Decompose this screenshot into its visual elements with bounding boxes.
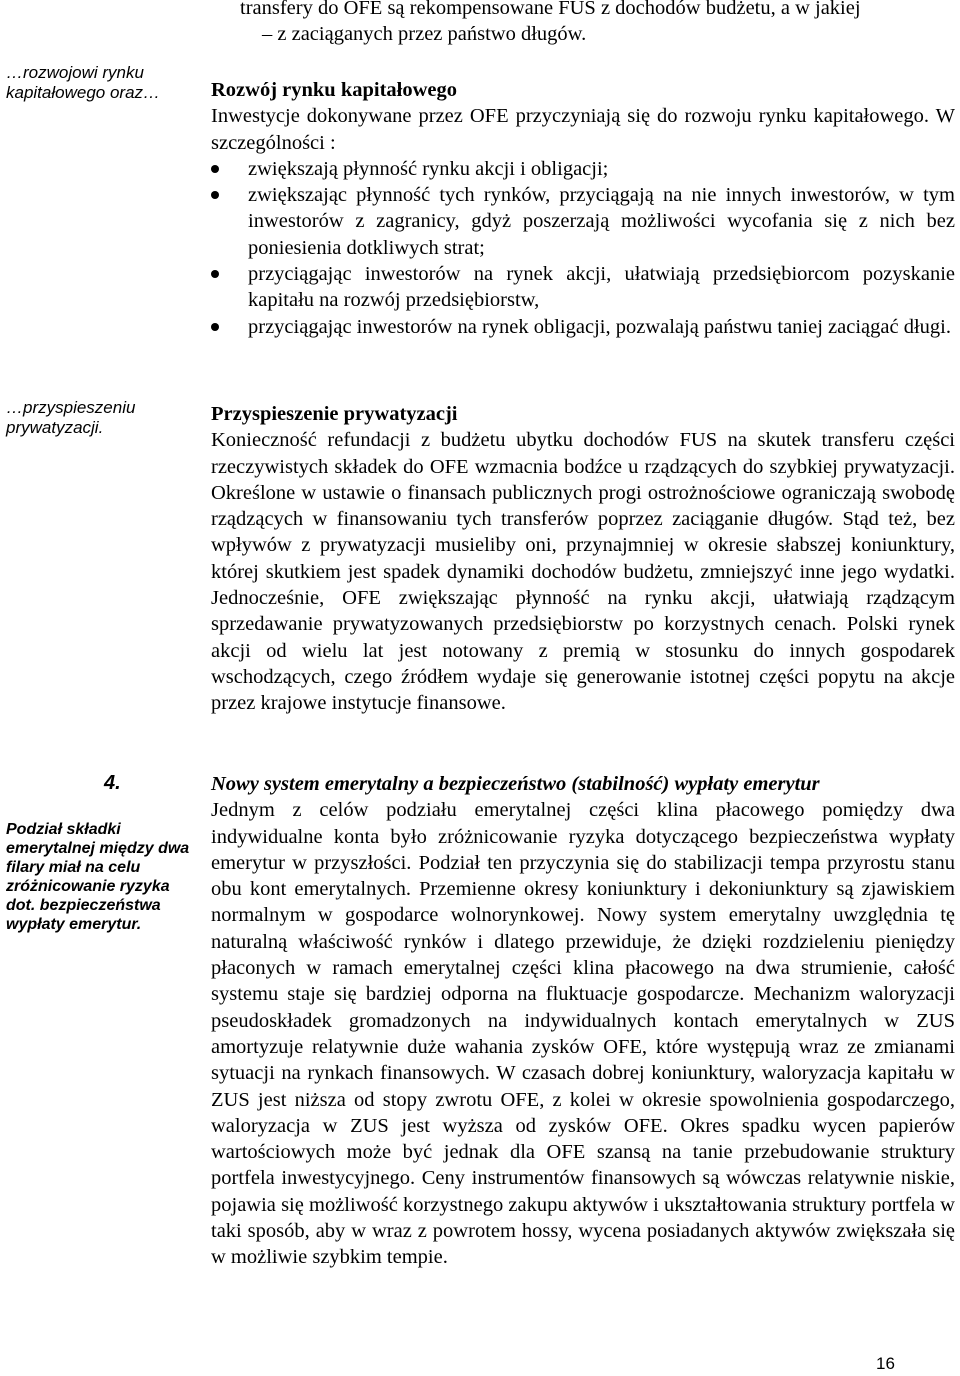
section-pension-security bbox=[211, 771, 955, 1271]
margin-note-privatization: …przyspieszeniu prywatyzacji. bbox=[6, 398, 136, 437]
continuation-line-1: transfery do OFE są rekompensowane FUS z dochodów budżetu, a w jakiej bbox=[240, 0, 861, 19]
section-intro: Inwestycje dokonywane przez OFE przyczyniają się do rozwoju rynku kapitałowego. W szczególności : bbox=[211, 105, 955, 154]
section-heading: Nowy system emerytalny a bezpieczeństwo (stabilność) wypłaty emerytur bbox=[211, 773, 820, 795]
margin-note-section-number: 4. bbox=[104, 772, 121, 794]
continuation-text bbox=[240, 0, 955, 48]
bullet-list bbox=[211, 156, 955, 340]
list-item: zwiększając płynność tych rynków, przyciągają na nie innych inwestorów, w tym inwestorów z zagranicy, gdyż poszerzają możliwości wycofania się z nich bez poniesienia dotkliwych strat; bbox=[211, 182, 955, 261]
continuation-line-2: – z zaciąganych przez państwo długów. bbox=[262, 23, 587, 46]
section-capital-market bbox=[211, 77, 955, 340]
section-heading: Przyspieszenie prywatyzacji bbox=[211, 403, 458, 425]
page-number: 16 bbox=[876, 1354, 895, 1373]
section-body: Jednym z celów podziału emerytalnej części klina płacowego pomiędzy dwa indywidualne konta było zróżnicowanie ryzyka dotyczącego bezpieczeństwa wypłaty emerytur w przyszłości. Podział ten przyczynia się do stabilizacji tempa przyrostu stanu obu kont emerytalnych. Przemienne okresy koniunktury i dekoniunktury są zjawiskiem normalnym w gospodarce wolnorynkowej. Nowy system emerytalny uwzględnia tę naturalną właściwość rynków i dlatego przewiduje, że dzięki rozdzieleniu pieniędzy płaconych w ramach emerytalnej części klina płacowego na dwa strumienie, całość systemu staje się bardziej odporna na fluktuacje gospodarcze. Mechanizm waloryzacji pseudoskładek gromadzonych na indywidualnych kontach emerytalnych w ZUS amortyzuje relatywnie duże wahania zysków OFE, które występują wraz ze zmianami sytuacji na rynkach finansowych. W czasach dobrej koniunktury, waloryzacja kapitału w ZUS jest niższa od stopy zwrotu OFE, z kolei w okresie spowolnienia gospodarczego, waloryzacja w ZUS jest wyższa od zysków OFE. Okres spadku wycen papierów wartościowych może być jednak dla OFE szansą na tanie przebudowanie struktury portfela inwestycyjnego. Ceny instrumentów finansowych są wówczas relatywnie niskie, pojawia się możliwość korzystnego zakupu aktywów i ukształtowania struktury portfela w taki sposób, aby w wraz z powrotem hossy, wycena posiadanych aktywów zwiększała się w możliwie szybkim tempie. bbox=[211, 799, 955, 1269]
list-item: przyciągając inwestorów na rynek akcji, ułatwiają przedsiębiorcom pozyskanie kapitału na rozwój przedsiębiorstw, bbox=[211, 261, 955, 314]
margin-note-pension-split: Podział składki emerytalnej między dwa filary miał na celu zróżnicowanie ryzyka dot. bezpieczeństwa wypłaty emerytur. bbox=[6, 821, 190, 933]
section-body: Konieczność refundacji z budżetu ubytku dochodów FUS na skutek transferu części rzeczywistych składek do OFE wzmacnia bodźce u rządzących do szybkiej prywatyzacji. Określone w ustawie o finansach publicznych progi ostrożnościowe ograniczają swobodę rządzących w finansowaniu tych transferów poprzez zaciąganie długów. Stąd też, bez wpływów z prywatyzacji musieliby oni, przynajmniej w okresie słabszej koniunktury, której skutkiem jest spadek dynamiki dochodów budżetu, zmniejszyć inne jego wydatki. Jednocześnie, OFE zwiększając płynność na rynku akcji, ułatwiają rządzącym sprzedawanie prywatyzowanych przedsiębiorstw po korzystnych cenach. Polski rynek akcji od wielu lat jest notowany z premią w stosunku do innych gospodarek wschodzących, czego źródłem wydaje się generowanie istotnej części popytu na akcje przez krajowe instytucje finansowe. bbox=[211, 429, 955, 715]
section-heading: Rozwój rynku kapitałowego bbox=[211, 79, 458, 101]
list-item: zwiększają płynność rynku akcji i obligacji; bbox=[211, 156, 955, 182]
section-privatization bbox=[211, 401, 955, 717]
margin-note-capital-market: …rozwojowi rynku kapitałowego oraz… bbox=[6, 63, 161, 102]
list-item: przyciągając inwestorów na rynek obligacji, pozwalają państwu taniej zaciągać długi. bbox=[211, 314, 955, 340]
